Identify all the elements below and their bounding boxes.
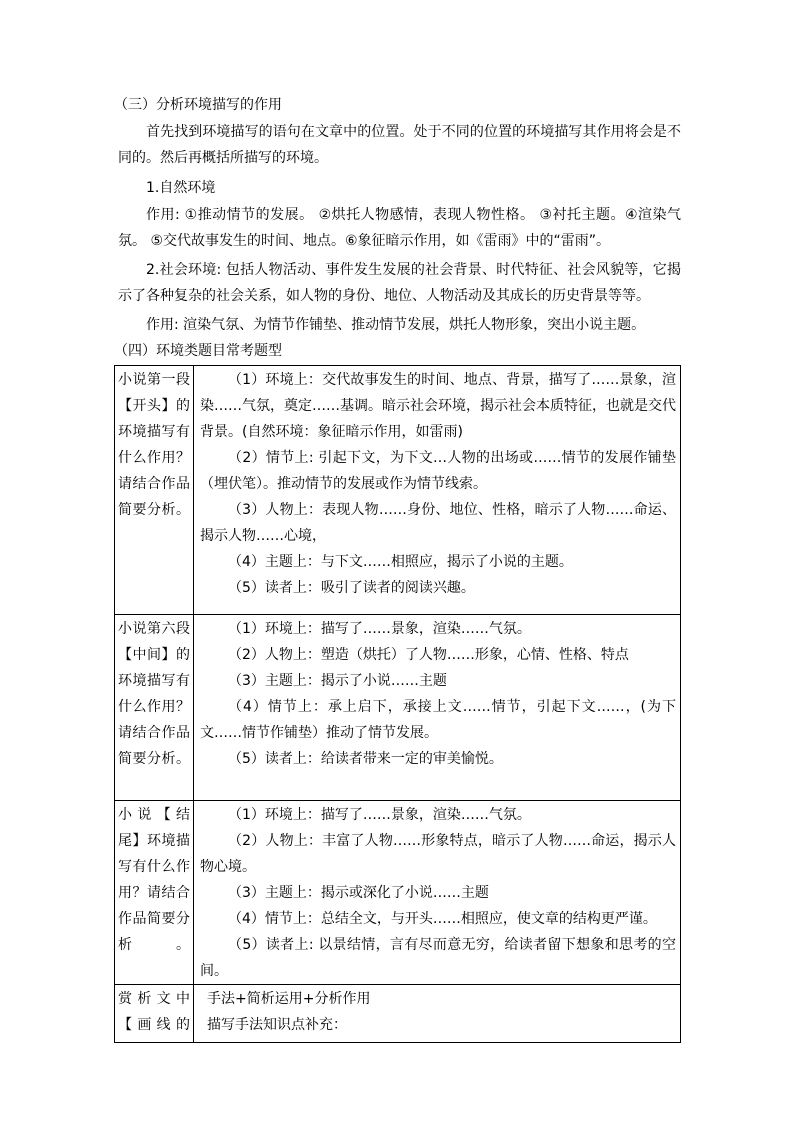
answer-line: （2）人物上：丰富了人物……形象特点，暗示了人物……命运，揭示人物心境。: [200, 833, 676, 875]
question-cell: 小说第一段【开头】的环境描写有什么作用？请结合作品简要分析。: [118, 372, 190, 518]
question-cell: 小说【结尾】环境描写有什么作用？请结合作品简要分析。: [118, 807, 190, 953]
answer-line: （3）主题上：揭示了小说……主题: [228, 673, 447, 689]
section3-para1: 首先找到环境描写的语句在文章中的位置。处于不同的位置的环境描写其作用将会是不同的。然后再概括所描写的环境。: [118, 124, 681, 166]
table-row: [115, 801, 681, 985]
answer-line: （3）人物上：表现人物……身份、地位、性格，暗示了人物……命运、揭示人物……心境，: [200, 502, 676, 544]
answer-line: （5）读者上：给读者带来一定的审美愉悦。: [228, 751, 503, 767]
table-row: [115, 366, 681, 615]
table-row: [115, 985, 681, 1043]
social-environment-text: 2.社会环境: 包括人物活动、事件发生发展的社会背景、时代特征、社会风貌等，它揭示了各种复杂的社会关系，如人物的身份、地位、人物活动及其成长的历史背景等等。: [118, 262, 681, 304]
section4-heading: （四）环境类题目常考题型: [114, 343, 282, 359]
table-row: [115, 615, 681, 801]
answer-line: 手法+简析运用+分析作用: [207, 991, 371, 1007]
answer-line: （1）环境上：描写了……景象，渲染……气氛。: [228, 621, 531, 637]
natural-environment-effects: 作用: ①推动情节的发展。 ②烘托人物感情，表现人物性格。 ③衬托主题。④渲染气氛。 ⑤交代故事发生的时间、地点。⑥象征暗示作用，如《雷雨》中的“雷雨”。: [118, 207, 681, 249]
answer-line: （2）人物上：塑造（烘托）了人物……形象，心情、性格、特点: [228, 647, 629, 663]
answer-line: （3）主题上：揭示或深化了小说……主题: [228, 885, 489, 901]
question-type-table: [114, 365, 681, 1043]
answer-line: （4）情节上：承上启下，承接上文……情节，引起下文……，(为下文……情节作铺垫）推动了情节发展。: [200, 699, 676, 741]
answer-line: （1）环境上：描写了……景象，渲染……气氛。: [228, 807, 531, 823]
answer-line: （2）情节上: 引起下文，为下文…人物的出场或……情节的发展作铺垫（埋伏笔）。推动情节的发展或作为情节线索。: [200, 450, 676, 492]
social-environment-effects: 作用: 渲染气氛、为情节作铺垫、推动情节发展，烘托人物形象，突出小说主题。: [146, 317, 646, 333]
answer-line: （5）读者上: 以景结情，言有尽而意无穷，给读者留下想象和思考的空间。: [200, 937, 676, 979]
answer-line: （5）读者上：吸引了读者的阅读兴趣。: [228, 580, 475, 596]
question-cell: 小说第六段【中间】的环境描写有什么作用？请结合作品简要分析。: [118, 621, 190, 767]
answer-line: （1）环境上：交代故事发生的时间、地点、背景，描写了……景象，渲染……气氛，奠定……基调。暗示社会环境，揭示社会本质特征，也就是交代背景。(自然环境：象征暗示作用，如雷雨): [200, 372, 676, 440]
section3-heading: （三）分析环境描写的作用: [114, 97, 282, 113]
natural-environment-title: 1.自然环境: [146, 180, 216, 196]
answer-line: （4）情节上：总结全文，与开头……相照应，使文章的结构更严谨。: [228, 911, 657, 927]
answer-line: （4）主题上：与下文……相照应，揭示了小说的主题。: [228, 554, 573, 570]
answer-line: 描写手法知识点补充：: [207, 1017, 347, 1033]
question-cell: 赏析文中【画线的: [118, 991, 190, 1033]
